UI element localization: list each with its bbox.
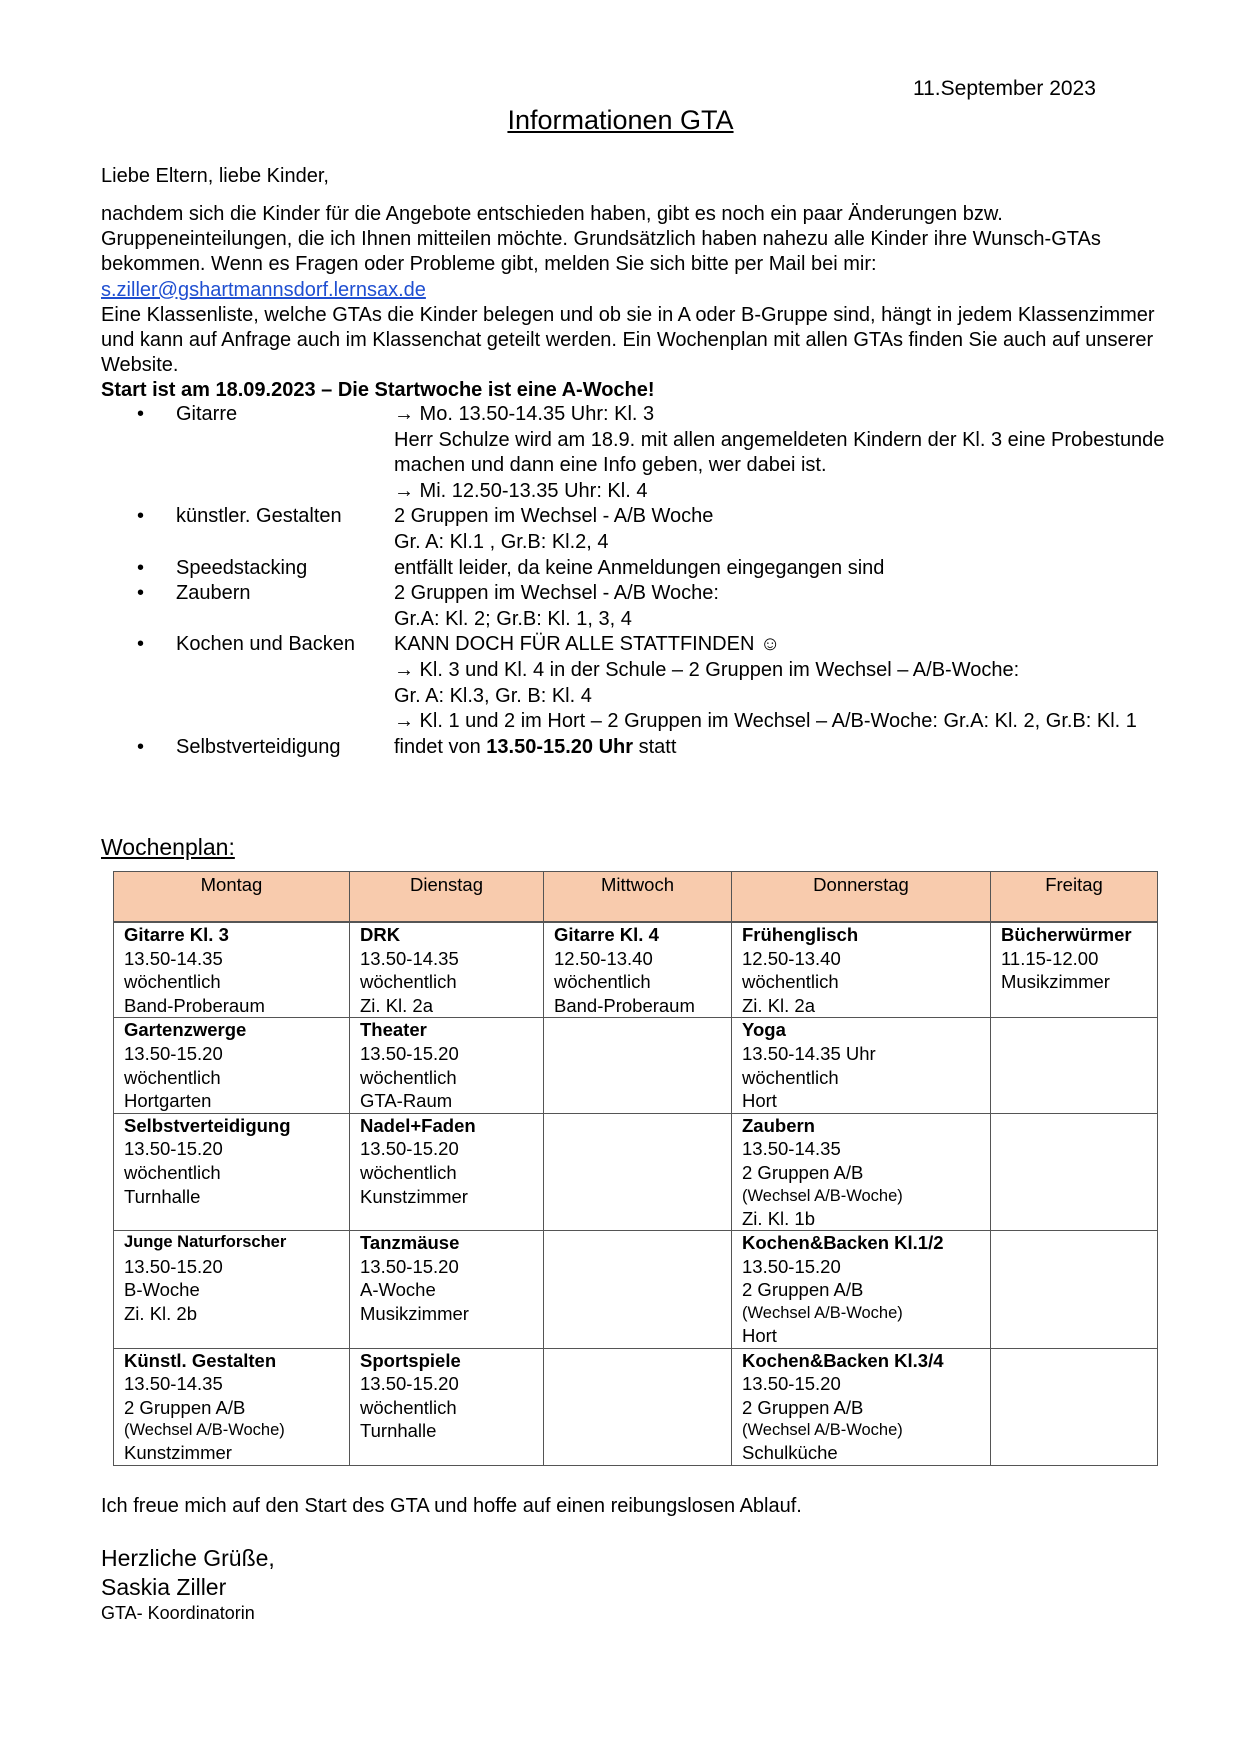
list-item-text [394, 581, 1174, 632]
bullet-icon: • [137, 582, 145, 605]
activity-detail: wöchentlich [124, 971, 221, 993]
activity-detail: Turnhalle [360, 1420, 437, 1442]
activity-detail: 13.50-15.20 [360, 1255, 459, 1277]
list-item-bold: 13.50-15.20 Uhr [486, 735, 634, 758]
signature-role: GTA- Koordinatorin [101, 1603, 255, 1623]
activity-detail: (Wechsel A/B-Woche) [742, 1186, 903, 1205]
bullet-icon: • [137, 505, 145, 528]
intro-text: nachdem sich die Kinder für die Angebote entschieden haben, gibt es noch ein paar Änderungen bzw. Gruppeneinteilungen, die ich Ihnen mitteilen möchte. Grundsätzlich haben nahezu alle Kinder ihre Wunsch-GTAs bekommen. Wenn es Fragen oder Probleme gibt, melden Sie sich bitte per Mail bei mir: [101, 203, 1101, 276]
activity-detail: wöchentlich [742, 1066, 839, 1088]
day-header: Donnerstag [732, 872, 991, 922]
table-row [114, 923, 1158, 1018]
activity-name: Selbstverteidigung [124, 1114, 291, 1136]
activity-detail: 13.50-15.20 [360, 1373, 459, 1395]
list-item-line: Gr. A: Kl.1 , Gr.B: Kl.2, 4 [394, 530, 609, 553]
activity-name: Bücherwürmer [1001, 924, 1132, 945]
activity-name: Gitarre Kl. 4 [554, 924, 659, 945]
activity-name: DRK [360, 924, 401, 945]
list-item-line: entfällt leider, da keine Anmeldungen eingegangen sind [394, 556, 885, 579]
table-cell [991, 1113, 1158, 1230]
table-cell [544, 1113, 732, 1230]
table-cell [350, 1113, 544, 1230]
list-item-line: → Kl. 1 und 2 im Hort – 2 Gruppen im Wechsel – A/B-Woche: Gr.A: Kl. 2, Gr.B: Kl. 1 [394, 710, 1137, 733]
list-item [101, 632, 1191, 734]
activity-detail: wöchentlich [742, 971, 839, 993]
activity-detail: A-Woche [360, 1279, 436, 1301]
activity-detail: 2 Gruppen A/B [742, 1279, 864, 1301]
activity-detail: (Wechsel A/B-Woche) [742, 1421, 903, 1440]
list-item-label: Speedstacking [176, 556, 308, 579]
table-cell [350, 1231, 544, 1348]
activity-detail: Zi. Kl. 2b [124, 1302, 197, 1324]
activity-detail: Zi. Kl. 2a [360, 994, 433, 1016]
activity-detail: 13.50-15.20 [124, 1042, 223, 1064]
activity-detail: 13.50-15.20 [742, 1255, 841, 1277]
activity-detail: 12.50-13.40 [742, 947, 841, 969]
list-item-post: statt [633, 735, 677, 758]
start-notice: Start ist am 18.09.2023 – Die Startwoche ist eine A-Woche! [101, 379, 655, 401]
list-item-line: → Mo. 13.50-14.35 Uhr: Kl. 3 [394, 403, 655, 425]
table-row [114, 1018, 1158, 1113]
table-cell [732, 1113, 991, 1230]
table-cell [544, 1348, 732, 1465]
table-cell [991, 1348, 1158, 1465]
list-item-text [394, 504, 1174, 555]
activity-name: Nadel+Faden [360, 1114, 476, 1136]
list-item-line: Gr. A: Kl.3, Gr. B: Kl. 4 [394, 684, 592, 707]
activity-detail: 13.50-15.20 [742, 1373, 841, 1395]
list-item [101, 504, 1191, 555]
table-row [114, 1348, 1158, 1465]
activity-detail: Zi. Kl. 2a [742, 994, 815, 1016]
table-row [114, 1113, 1158, 1230]
activity-detail: 12.50-13.40 [554, 947, 653, 969]
intro-paragraph [101, 202, 1161, 378]
closing-text: Ich freue mich auf den Start des GTA und hoffe auf einen reibungslosen Ablauf. [101, 1495, 802, 1517]
table-cell [114, 1113, 350, 1230]
activity-name: Künstl. Gestalten [124, 1349, 277, 1371]
activity-detail: 2 Gruppen A/B [742, 1161, 864, 1183]
activity-name: Gartenzwerge [124, 1019, 247, 1041]
letter-date: 11.September 2023 [913, 77, 1096, 100]
activity-detail: 13.50-14.35 [360, 947, 459, 969]
email-link[interactable]: s.ziller@gshartmannsdorf.lernsax.de [101, 278, 426, 301]
list-item-line: → Mi. 12.50-13.35 Uhr: Kl. 4 [394, 479, 648, 502]
table-cell [732, 1018, 991, 1113]
table-cell [350, 1348, 544, 1465]
activity-detail: Musikzimmer [1001, 971, 1110, 993]
activity-name: Theater [360, 1019, 427, 1041]
wochenplan-table [113, 871, 1158, 1466]
table-cell [991, 1231, 1158, 1348]
list-item-label: Zaubern [176, 582, 251, 605]
activity-name: Zaubern [742, 1114, 815, 1136]
table-header-row [114, 872, 1158, 922]
activity-detail: 13.50-15.20 [360, 1042, 459, 1064]
list-item-line: 2 Gruppen im Wechsel - A/B Woche: [394, 582, 719, 605]
activity-detail: B-Woche [124, 1279, 200, 1301]
wochenplan-heading: Wochenplan: [101, 834, 235, 860]
activity-detail: Zi. Kl. 1b [742, 1207, 815, 1229]
classlist-text: Eine Klassenliste, welche GTAs die Kinder belegen und ob sie in A oder B-Gruppe sind, hängt in jedem Klassenzimmer und kann auf Anfrage auch im Klassenchat geteilt werden. Ein Wochenplan mit allen GTAs finden Sie auch auf unserer Website. [101, 303, 1155, 377]
table-cell [114, 923, 350, 1018]
list-item-label: Kochen und Backen [176, 633, 356, 656]
list-item-label: künstler. Gestalten [176, 505, 342, 528]
activity-detail: wöchentlich [124, 1066, 221, 1088]
table-cell [732, 1231, 991, 1348]
bullet-icon: • [137, 633, 145, 656]
activity-detail: 13.50-14.35 [742, 1138, 841, 1160]
table-cell [544, 1231, 732, 1348]
activity-detail: 13.50-15.20 [360, 1138, 459, 1160]
day-header: Montag [114, 872, 350, 922]
activity-detail: Band-Proberaum [124, 994, 265, 1016]
list-item-text [394, 735, 1174, 761]
table-cell [544, 1018, 732, 1113]
activity-detail: Musikzimmer [360, 1302, 469, 1324]
signature-greeting: Herzliche Grüße, [101, 1545, 275, 1571]
activity-detail: Turnhalle [124, 1185, 201, 1207]
table-cell [732, 923, 991, 1018]
day-header: Dienstag [350, 872, 544, 922]
day-header: Mittwoch [544, 872, 732, 922]
day-header: Freitag [991, 872, 1158, 922]
list-item-text [394, 556, 1174, 582]
activity-detail: 2 Gruppen A/B [124, 1396, 246, 1418]
activity-detail: Hortgarten [124, 1090, 212, 1112]
activity-detail: 13.50-14.35 [124, 947, 223, 969]
table-cell [114, 1348, 350, 1465]
activity-detail: GTA-Raum [360, 1090, 453, 1112]
list-item-line: Herr Schulze wird am 18.9. mit allen angemeldeten Kindern der Kl. 3 eine Probestunde machen und dann eine Info geben, wer dabei ist. [394, 428, 1165, 477]
table-cell [991, 1018, 1158, 1113]
table-cell [732, 1348, 991, 1465]
activity-detail: Hort [742, 1324, 777, 1346]
list-item-label: Gitarre [176, 403, 238, 425]
bullet-icon: • [137, 403, 145, 425]
activity-detail: wöchentlich [554, 971, 651, 993]
activity-name: Junge Naturforscher [124, 1233, 287, 1252]
list-item-line: 2 Gruppen im Wechsel - A/B Woche [394, 505, 714, 528]
list-item-text [394, 632, 1174, 734]
activity-detail: wöchentlich [124, 1161, 221, 1183]
bullet-icon: • [137, 735, 145, 758]
activity-detail: Schulküche [742, 1442, 838, 1464]
activity-detail: Kunstzimmer [124, 1442, 232, 1464]
activity-detail: 13.50-15.20 [124, 1138, 223, 1160]
list-item-label: Selbstverteidigung [176, 735, 341, 758]
activity-name: Tanzmäuse [360, 1232, 460, 1254]
activity-name: Gitarre Kl. 3 [124, 924, 229, 945]
activity-detail: (Wechsel A/B-Woche) [124, 1421, 285, 1440]
list-item [101, 556, 1191, 582]
activity-detail: 2 Gruppen A/B [742, 1396, 864, 1418]
table-cell [114, 1231, 350, 1348]
activity-detail: wöchentlich [360, 971, 457, 993]
list-item-pre: findet von [394, 735, 487, 758]
activity-name: Kochen&Backen Kl.1/2 [742, 1232, 944, 1254]
page-title: Informationen GTA [507, 105, 734, 135]
gta-list [101, 402, 1191, 760]
activity-detail: Kunstzimmer [360, 1185, 468, 1207]
activity-detail: Hort [742, 1090, 777, 1112]
list-item-text [394, 402, 1174, 504]
table-cell [350, 923, 544, 1018]
table-row [114, 1231, 1158, 1348]
list-item-line: KANN DOCH FÜR ALLE STATTFINDEN ☺ [394, 633, 781, 656]
activity-detail: wöchentlich [360, 1396, 457, 1418]
table-cell [114, 1018, 350, 1113]
activity-detail: 11.15-12.00 [1001, 947, 1099, 969]
activity-detail: wöchentlich [360, 1161, 457, 1183]
activity-name: Sportspiele [360, 1349, 461, 1371]
activity-detail: 13.50-14.35 Uhr [742, 1042, 876, 1064]
activity-detail: wöchentlich [360, 1066, 457, 1088]
table-cell [350, 1018, 544, 1113]
activity-name: Kochen&Backen Kl.3/4 [742, 1349, 944, 1371]
activity-detail: 13.50-14.35 [124, 1373, 223, 1395]
activity-detail: (Wechsel A/B-Woche) [742, 1303, 903, 1322]
greeting: Liebe Eltern, liebe Kinder, [101, 165, 329, 187]
bullet-icon: • [137, 556, 145, 579]
list-item [101, 735, 1191, 761]
activity-detail: Band-Proberaum [554, 994, 695, 1016]
table-cell [544, 923, 732, 1018]
activity-name: Frühenglisch [742, 924, 859, 945]
list-item-line: → Kl. 3 und Kl. 4 in der Schule – 2 Gruppen im Wechsel – A/B-Woche: [394, 658, 1020, 681]
activity-detail: 13.50-15.20 [124, 1255, 223, 1277]
table-cell [991, 923, 1158, 1018]
list-item-line: Gr.A: Kl. 2; Gr.B: Kl. 1, 3, 4 [394, 607, 632, 630]
signature-name: Saskia Ziller [101, 1574, 227, 1600]
list-item [101, 581, 1191, 632]
list-item [101, 402, 1191, 504]
activity-name: Yoga [742, 1019, 786, 1041]
